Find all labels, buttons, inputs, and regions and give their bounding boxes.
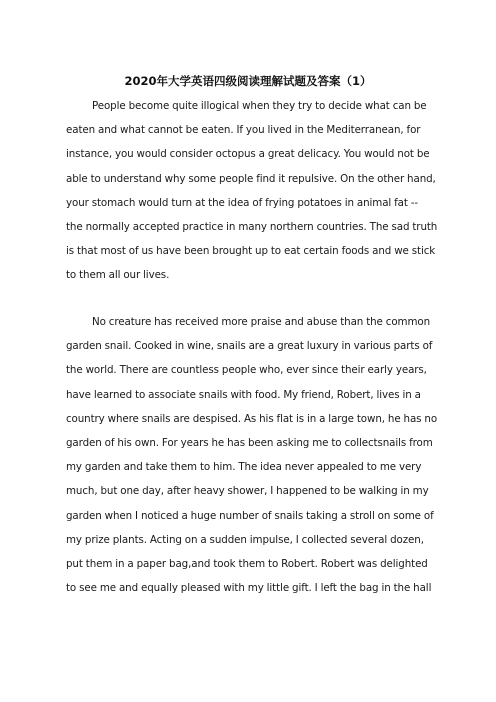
paragraph-line: put them in a paper bag,and took them to Robert. Robert was delighted (66, 557, 428, 570)
paragraph-line: People become quite illogical when they try to decide what can be (92, 100, 427, 112)
paragraph-line: eaten and what cannot be eaten. If you lived in the Mediterranean, for (66, 124, 421, 137)
paragraph-line: have learned to associate snails with food. My friend, Robert, lives in a (66, 388, 421, 401)
paragraph-line: my garden and take them to him. The idea never appealed to me very (66, 461, 422, 474)
paragraph-line: to see me and equally pleased with my little gift. I left the bag in the hall (66, 582, 432, 595)
paragraph-line: the normally accepted practice in many northern countries. The sad truth (66, 220, 438, 233)
paragraph-2 (66, 310, 438, 600)
paragraph-line: much, but one day, after heavy shower, I happened to be walking in my (66, 485, 429, 498)
paragraph-1 (66, 94, 438, 288)
paragraph-line: able to understand why some people find it repulsive. On the other hand, (66, 172, 436, 185)
document-title: 2020年大学英语四级阅读理解试题及答案（1） (124, 74, 372, 88)
paragraph-line: to them all our lives. (66, 269, 170, 282)
paragraph-line: your stomach would turn at the idea of frying potatoes in animal fat -- (66, 196, 419, 209)
paragraph-line: No creature has received more praise and abuse than the common (92, 316, 431, 328)
paragraph-line: is that most of us have been brought up to eat certain foods and we stick (66, 245, 436, 258)
paragraph-line: my prize plants. Acting on a sudden impulse, I collected several dozen, (66, 533, 424, 546)
paragraph-line: garden of his own. For years he has been asking me to collectsnails from (66, 436, 433, 449)
paragraph-line: the world. There are countless people who, ever since their early years, (66, 364, 427, 377)
paragraph-line: garden when I noticed a huge number of snails taking a stroll on some of (66, 509, 434, 522)
paragraph-line: garden snail. Cooked in wine, snails are a great luxury in various parts of (66, 340, 433, 353)
paragraph-line: country where snails are despised. As his flat is in a large town, he has no (66, 412, 438, 425)
paragraph-line: instance, you would consider octopus a great delicacy. You would not be (66, 148, 430, 161)
